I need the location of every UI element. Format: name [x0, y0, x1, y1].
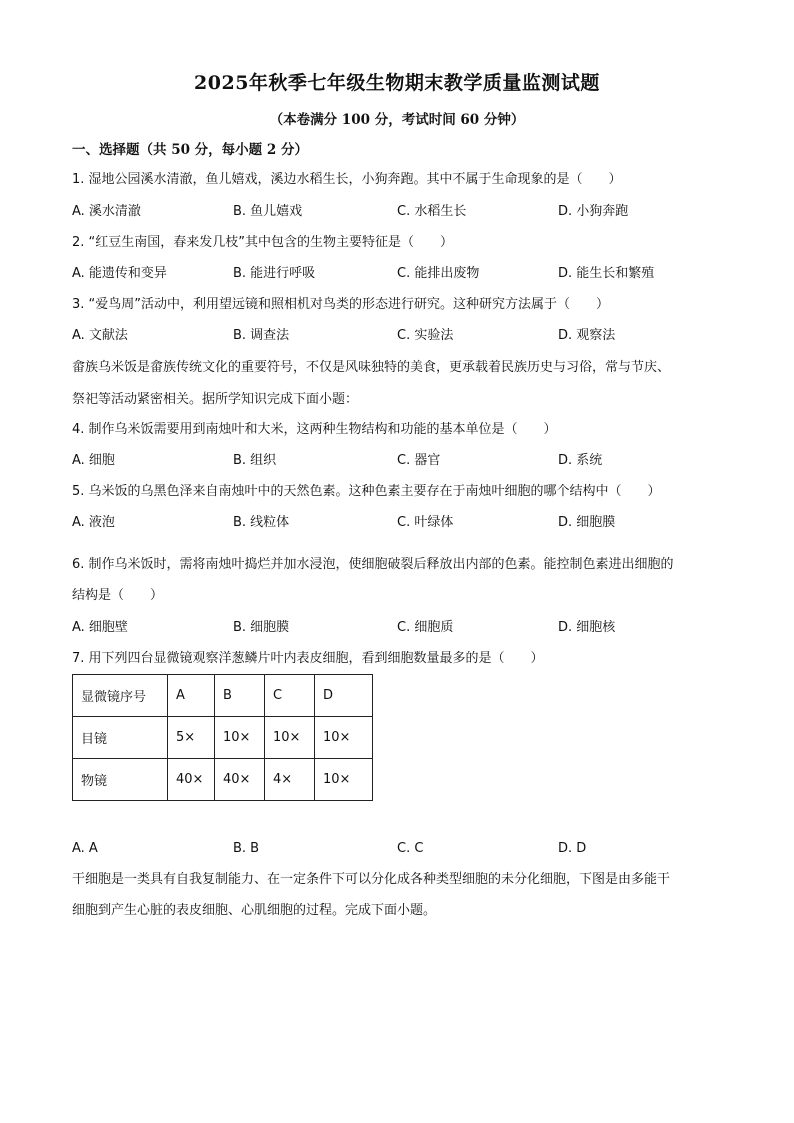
q3-option-d: D. 观察法 — [558, 328, 616, 343]
q6-option-a: A. 细胞壁 — [72, 620, 128, 635]
q5-option-a: A. 液泡 — [72, 515, 115, 530]
q7-option-a: A. A — [72, 841, 98, 856]
question-1-stem: 1. 湿地公园溪水清澈，鱼儿嬉戏，溪边水稻生长，小狗奔跑。其中不属于生命现象的是（ ） — [72, 172, 622, 187]
passage-1-line-2: 祭祀等活动紧密相关。据所学知识完成下面小题： — [72, 392, 359, 407]
q4-option-c: C. 器官 — [397, 453, 441, 468]
table-cell: 40× — [168, 759, 215, 801]
q7-option-b: B. B — [233, 841, 260, 856]
section-heading: 一、选择题（共 50 分，每小题 2 分） — [72, 142, 308, 158]
table-cell: 10× — [215, 717, 265, 759]
question-2-stem: 2. “红豆生南国，春来发几枝”其中包含的生物主要特征是（ ） — [72, 235, 454, 250]
q3-option-a: A. 文献法 — [72, 328, 128, 343]
table-cell: 10× — [315, 759, 373, 801]
q6-option-b: B. 细胞膜 — [233, 620, 290, 635]
q2-option-c: C. 能排出废物 — [397, 266, 480, 281]
table-cell: 4× — [265, 759, 315, 801]
q4-option-d: D. 系统 — [558, 453, 603, 468]
q2-option-b: B. 能进行呼吸 — [233, 266, 316, 281]
table-cell: 10× — [265, 717, 315, 759]
table-cell: 5× — [168, 717, 215, 759]
q7-option-c: C. C — [397, 841, 424, 856]
table-cell: D — [315, 675, 373, 717]
table-cell: C — [265, 675, 315, 717]
question-3-stem: 3. “爱鸟周”活动中，利用望远镜和照相机对鸟类的形态进行研究。这种研究方法属于（ ） — [72, 297, 610, 312]
q7-option-d: D. D — [558, 841, 587, 856]
passage-2-line-2: 细胞到产生心脏的表皮细胞、心肌细胞的过程。完成下面小题。 — [72, 903, 437, 918]
passage-1-line-1: 畲族乌米饭是畲族传统文化的重要符号，不仅是风味独特的美食，更承载着民族历史与习俗，常与节庆、 — [72, 360, 671, 375]
microscope-table — [72, 674, 373, 801]
passage-2-line-1: 干细胞是一类具有自我复制能力、在一定条件下可以分化成各种类型细胞的未分化细胞，下图是由多能干 — [72, 872, 671, 887]
q3-option-c: C. 实验法 — [397, 328, 454, 343]
table-cell: 目镜 — [73, 717, 168, 759]
q1-option-b: B. 鱼儿嬉戏 — [233, 204, 303, 219]
table-cell: B — [215, 675, 265, 717]
table-header-row — [73, 675, 373, 717]
page-subtitle: （本卷满分 100 分，考试时间 60 分钟） — [269, 112, 525, 128]
q5-option-c: C. 叶绿体 — [397, 515, 454, 530]
q6-option-d: D. 细胞核 — [558, 620, 616, 635]
q5-option-b: B. 线粒体 — [233, 515, 290, 530]
q4-option-a: A. 细胞 — [72, 453, 115, 468]
q6-option-c: C. 细胞质 — [397, 620, 454, 635]
q4-option-b: B. 组织 — [233, 453, 277, 468]
question-6-stem-line-2: 结构是（ ） — [72, 588, 164, 603]
q1-option-d: D. 小狗奔跑 — [558, 204, 629, 219]
q5-option-d: D. 细胞膜 — [558, 515, 616, 530]
question-5-stem: 5. 乌米饭的乌黑色泽来自南烛叶中的天然色素。这种色素主要存在于南烛叶细胞的哪个结构中（ ） — [72, 484, 661, 499]
q1-option-c: C. 水稻生长 — [397, 204, 467, 219]
table-cell: 显微镜序号 — [73, 675, 168, 717]
table-cell: 10× — [315, 717, 373, 759]
table-cell: 40× — [215, 759, 265, 801]
table-cell: A — [168, 675, 215, 717]
table-row — [73, 759, 373, 801]
question-7-stem: 7. 用下列四台显微镜观察洋葱鳞片叶内表皮细胞，看到细胞数量最多的是（ ） — [72, 651, 544, 666]
q3-option-b: B. 调查法 — [233, 328, 290, 343]
q2-option-d: D. 能生长和繁殖 — [558, 266, 655, 281]
q2-option-a: A. 能遗传和变异 — [72, 266, 167, 281]
question-6-stem-line-1: 6. 制作乌米饭时，需将南烛叶捣烂并加水浸泡，使细胞破裂后释放出内部的色素。能控制色素进出细胞的 — [72, 557, 674, 572]
table-row — [73, 717, 373, 759]
question-4-stem: 4. 制作乌米饭需要用到南烛叶和大米，这两种生物结构和功能的基本单位是（ ） — [72, 422, 557, 437]
table-cell: 物镜 — [73, 759, 168, 801]
page-title: 2025年秋季七年级生物期末教学质量监测试题 — [194, 72, 600, 94]
q1-option-a: A. 溪水清澈 — [72, 204, 141, 219]
